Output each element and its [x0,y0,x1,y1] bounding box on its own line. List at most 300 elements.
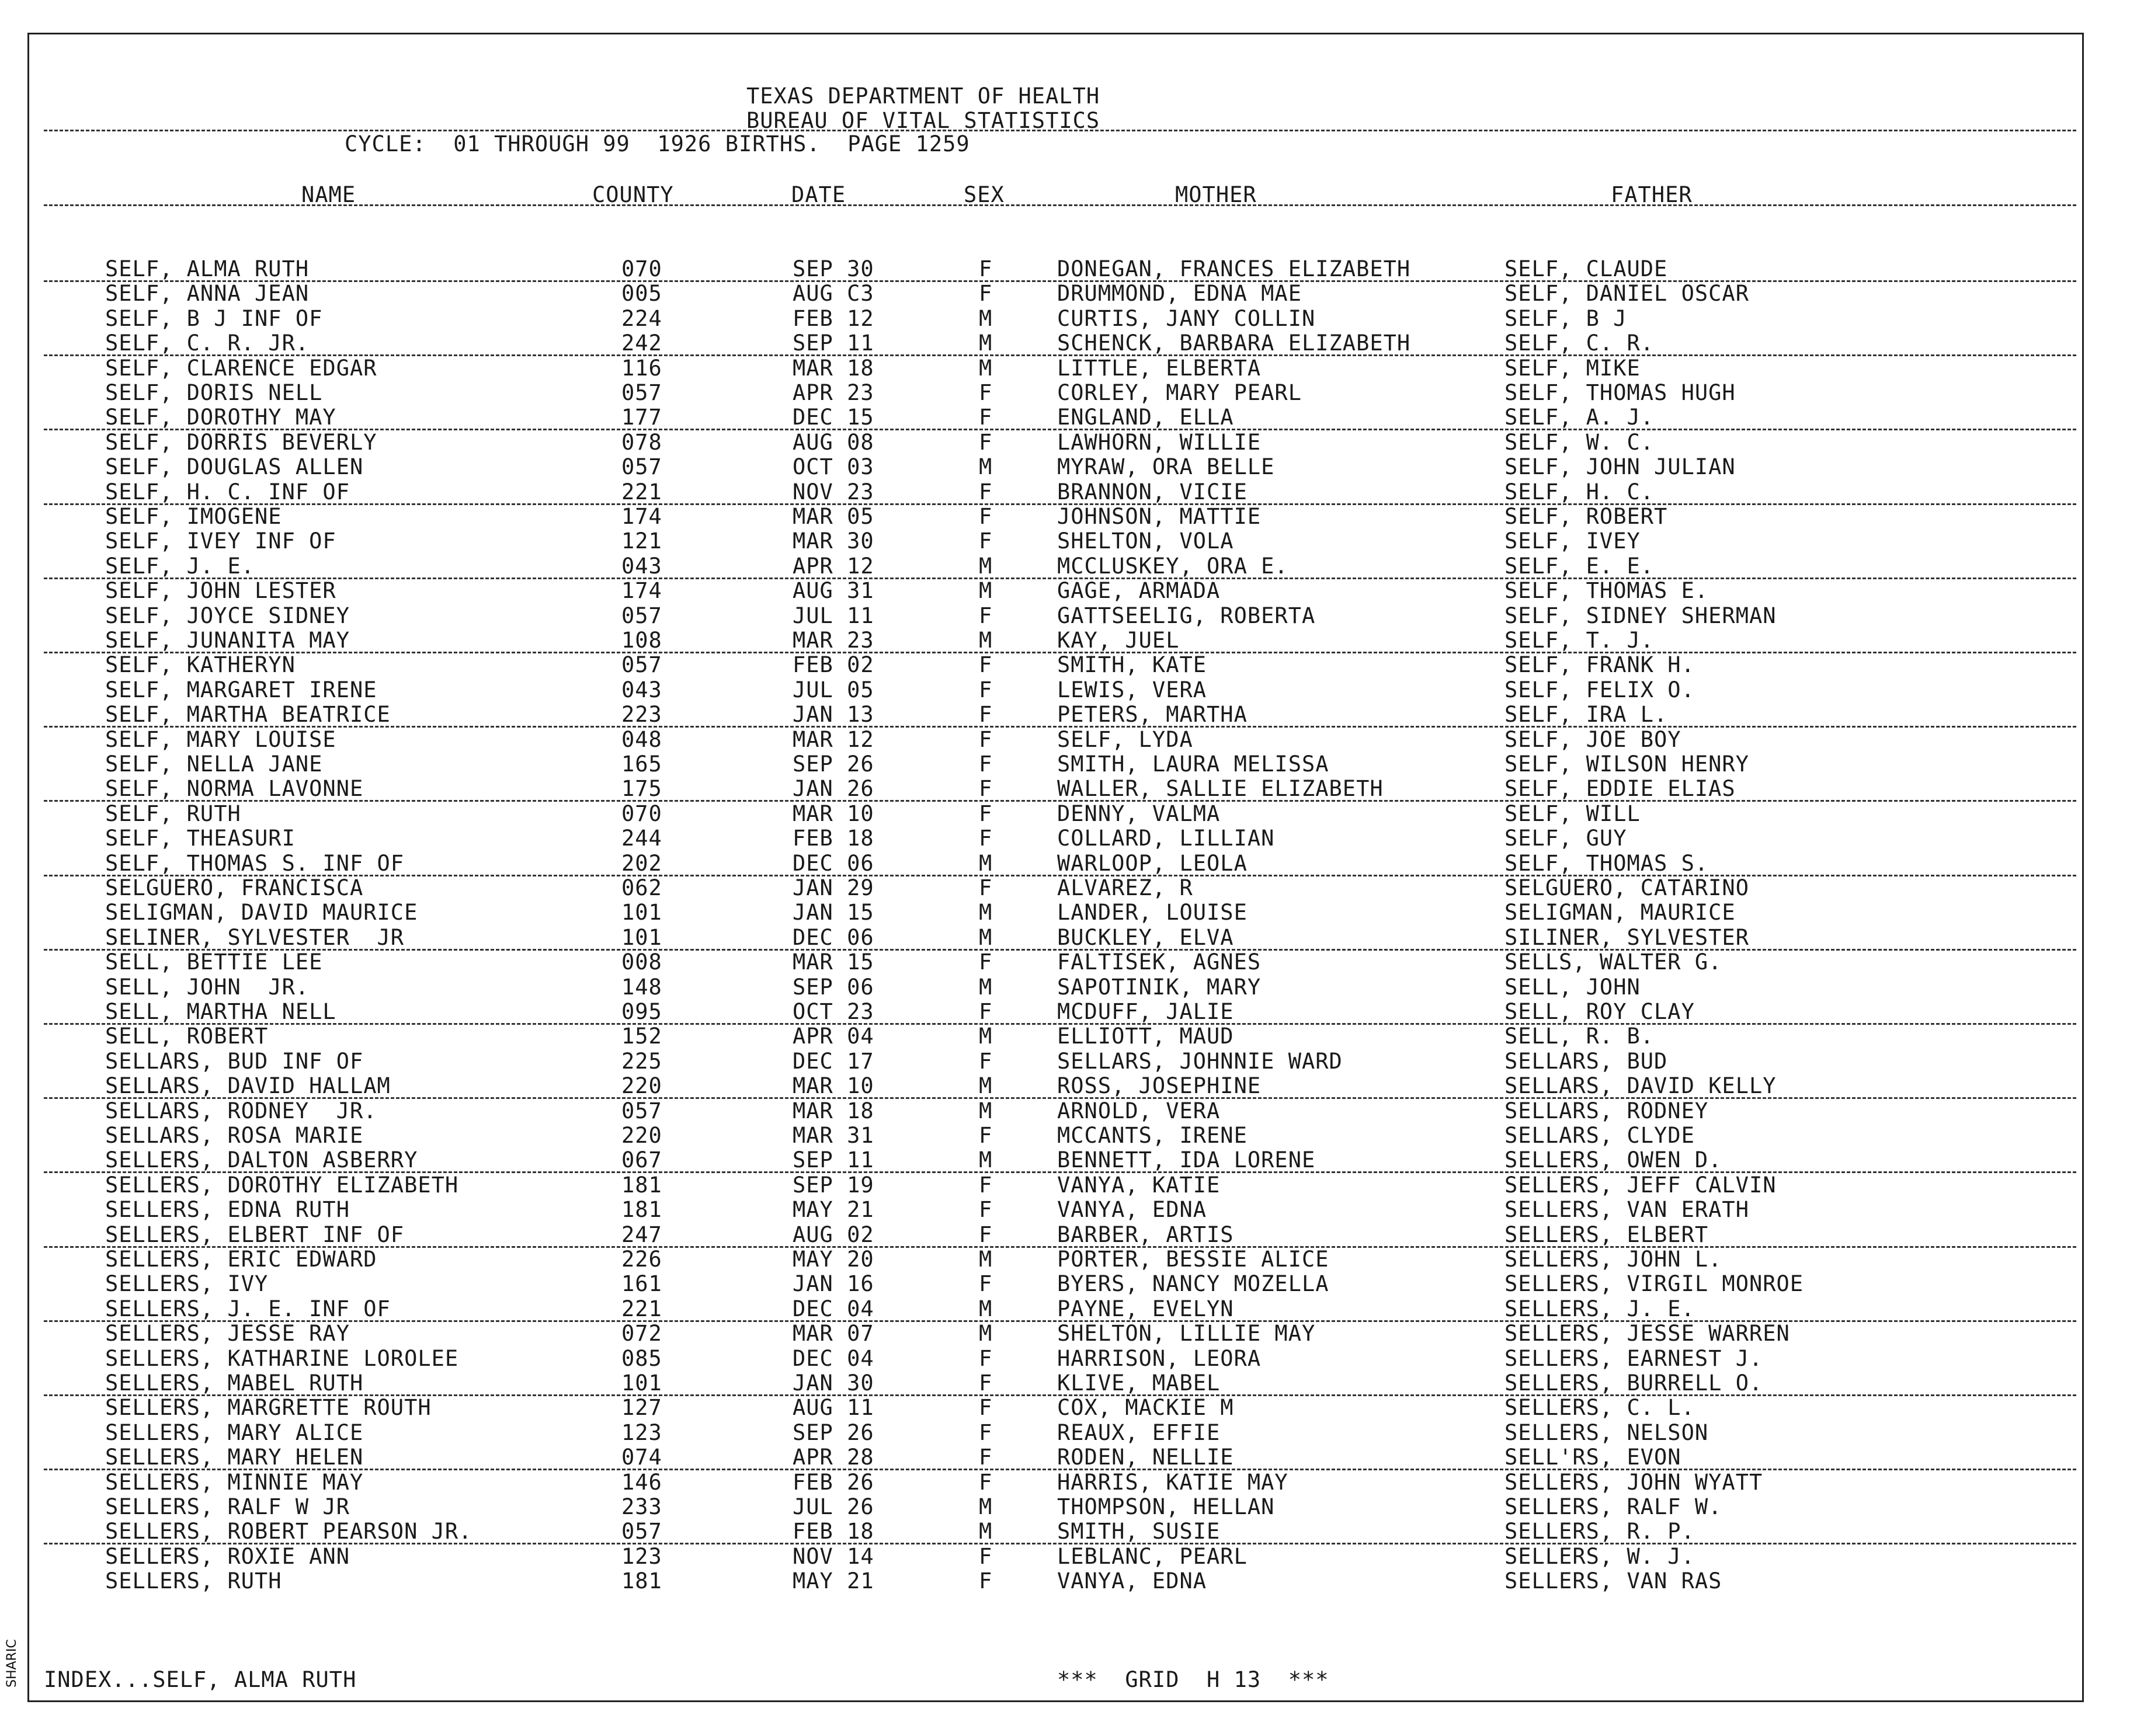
cell-date: DEC 04 [793,1346,874,1371]
cell-county: 085 [621,1346,662,1371]
cell-county: 221 [621,1296,662,1321]
column-header-date: DATE [791,182,846,207]
cell-date: JAN 13 [793,702,874,727]
cell-county: 174 [621,578,662,603]
cell-county: 220 [621,1073,662,1098]
cell-mother: SMITH, KATE [1057,652,1207,677]
cell-mother: MCDUFF, JALIE [1057,999,1234,1024]
cell-date: APR 04 [793,1024,874,1049]
cell-mother: LEBLANC, PEARL [1057,1544,1248,1569]
cell-date: AUG 31 [793,578,874,603]
cell-mother: KLIVE, MABEL [1057,1370,1221,1396]
cell-father: SELLERS, VAN RAS [1504,1568,1722,1594]
cell-sex: M [979,454,993,479]
cell-father: SELF, W. C. [1504,430,1655,455]
side-stamp [0,1623,23,1693]
cell-mother: BENNETT, IDA LORENE [1057,1147,1316,1173]
cell-mother: HARRIS, KATIE MAY [1057,1470,1288,1495]
cell-county: 057 [621,380,662,405]
cell-father: SELLERS, NELSON [1504,1420,1709,1445]
cell-county: 057 [621,1098,662,1123]
cell-name: SELLARS, DAVID HALLAM [105,1073,391,1098]
cell-sex: M [979,330,993,356]
cell-county: 008 [621,949,662,975]
cell-county: 062 [621,875,662,900]
cell-sex: F [979,1346,993,1371]
cell-county: 220 [621,1123,662,1148]
cell-mother: GAGE, ARMADA [1057,578,1221,603]
cell-father: SILINER, SYLVESTER [1504,925,1749,950]
cell-date: SEP 26 [793,1420,874,1445]
cell-father: SELLERS, VIRGIL MONROE [1504,1271,1804,1296]
cell-sex: M [979,578,993,603]
cell-father: SELF, C. R. [1504,330,1655,356]
cell-father: SELF, E. E. [1504,554,1655,579]
cell-date: FEB 12 [793,306,874,331]
cell-date: APR 28 [793,1445,874,1470]
cell-date: FEB 26 [793,1470,874,1495]
cell-father: SELLERS, JOHN WYATT [1504,1470,1763,1495]
cell-mother: COX, MACKIE M [1057,1395,1234,1420]
cell-mother: DENNY, VALMA [1057,801,1221,826]
cell-county: 005 [621,281,662,306]
cell-name: SELF, J. E. [105,554,255,579]
cell-date: OCT 23 [793,999,874,1024]
cell-date: SEP 11 [793,1147,874,1173]
cell-sex: F [979,1370,993,1396]
cell-name: SELF, DORRIS BEVERLY [105,430,377,455]
cell-mother: MCCANTS, IRENE [1057,1123,1248,1148]
cell-name: SELLERS, J. E. INF OF [105,1296,391,1321]
cell-name: SELF, MARY LOUISE [105,727,336,752]
cell-name: SELF, THEASURI [105,826,296,851]
cell-date: MAR 10 [793,801,874,826]
cell-mother: CORLEY, MARY PEARL [1057,380,1302,405]
cell-sex: F [979,677,993,702]
cell-county: 242 [621,330,662,356]
cell-date: FEB 02 [793,652,874,677]
cell-date: MAR 12 [793,727,874,752]
cell-sex: F [979,1222,993,1247]
cell-county: 181 [621,1197,662,1222]
cell-sex: M [979,900,993,925]
cell-county: 057 [621,603,662,628]
cell-sex: F [979,430,993,455]
cell-sex: M [979,356,993,381]
cell-sex: M [979,1247,993,1272]
cell-date: JUL 05 [793,677,874,702]
cell-date: MAY 21 [793,1568,874,1594]
cell-county: 057 [621,1519,662,1544]
cell-father: SELF, MIKE [1504,356,1641,381]
cell-sex: M [979,306,993,331]
side-stamp-text: SHARIC [5,1639,19,1688]
bureau-title: BUREAU OF VITAL STATISTICS [746,108,1100,133]
cell-sex: F [979,1173,993,1198]
cell-mother: WALLER, SALLIE ELIZABETH [1057,776,1384,801]
cell-father: SELLERS, OWEN D. [1504,1147,1722,1173]
cell-county: 224 [621,306,662,331]
cell-county: 101 [621,900,662,925]
cell-date: AUG 02 [793,1222,874,1247]
cell-name: SELF, NORMA LAVONNE [105,776,364,801]
cell-father: SELLS, WALTER G. [1504,949,1722,975]
index-footer: INDEX...SELF, ALMA RUTH [44,1667,357,1692]
cell-county: 043 [621,554,662,579]
cell-county: 174 [621,504,662,529]
cell-county: 161 [621,1271,662,1296]
cell-mother: KAY, JUEL [1057,628,1180,653]
cell-name: SELL, ROBERT [105,1024,269,1049]
cell-county: 181 [621,1173,662,1198]
cell-mother: BUCKLEY, ELVA [1057,925,1234,950]
cell-county: 127 [621,1395,662,1420]
cell-county: 057 [621,454,662,479]
cell-name: SELF, DOUGLAS ALLEN [105,454,364,479]
cell-county: 233 [621,1494,662,1519]
cell-name: SELLERS, MARY ALICE [105,1420,364,1445]
cell-county: 221 [621,479,662,505]
column-header-county: COUNTY [592,182,674,207]
cell-date: JAN 16 [793,1271,874,1296]
cell-date: SEP 06 [793,975,874,1000]
cell-date: FEB 18 [793,1519,874,1544]
cell-county: 067 [621,1147,662,1173]
cell-date: MAY 20 [793,1247,874,1272]
cell-father: SELLERS, VAN ERATH [1504,1197,1749,1222]
cell-date: NOV 23 [793,479,874,505]
cell-county: 146 [621,1470,662,1495]
cell-name: SELF, JOYCE SIDNEY [105,603,350,628]
cell-date: SEP 11 [793,330,874,356]
cell-county: 123 [621,1420,662,1445]
cell-name: SELLERS, MABEL RUTH [105,1370,364,1396]
cell-sex: F [979,380,993,405]
cell-date: JAN 29 [793,875,874,900]
cell-name: SELF, RUTH [105,801,241,826]
department-title: TEXAS DEPARTMENT OF HEALTH [746,84,1100,109]
cell-father: SELF, A. J. [1504,405,1655,430]
cell-father: SELLERS, R. P. [1504,1519,1695,1544]
cell-sex: F [979,281,993,306]
cell-date: AUG 11 [793,1395,874,1420]
cell-sex: F [979,504,993,529]
cell-mother: LANDER, LOUISE [1057,900,1248,925]
cell-date: SEP 19 [793,1173,874,1198]
cell-name: SELLERS, IVY [105,1271,269,1296]
cell-mother: CURTIS, JANY COLLIN [1057,306,1316,331]
cell-mother: LEWIS, VERA [1057,677,1207,702]
cell-name: SELLERS, JESSE RAY [105,1321,350,1346]
cell-father: SELF, IRA L. [1504,702,1668,727]
cell-sex: F [979,776,993,801]
cell-mother: SMITH, LAURA MELISSA [1057,752,1329,777]
cell-mother: JOHNSON, MATTIE [1057,504,1262,529]
cell-father: SELF, IVEY [1504,528,1641,554]
cell-date: AUG C3 [793,281,874,306]
cell-father: SELLERS, JOHN L. [1504,1247,1722,1272]
cell-name: SELF, B J INF OF [105,306,323,331]
cell-county: 225 [621,1049,662,1074]
cell-name: SELLERS, MARGRETTE ROUTH [105,1395,432,1420]
cell-name: SELLERS, MINNIE MAY [105,1470,364,1495]
cell-mother: DRUMMOND, EDNA MAE [1057,281,1302,306]
cell-father: SELL, ROY CLAY [1504,999,1695,1024]
cell-sex: M [979,1098,993,1123]
cell-mother: MCCLUSKEY, ORA E. [1057,554,1288,579]
cell-father: SELLARS, BUD [1504,1049,1668,1074]
cell-name: SELLERS, ERIC EDWARD [105,1247,377,1272]
cell-father: SELF, FELIX O. [1504,677,1695,702]
cell-date: OCT 03 [793,454,874,479]
cell-mother: SCHENCK, BARBARA ELIZABETH [1057,330,1411,356]
cell-mother: SELLARS, JOHNNIE WARD [1057,1049,1343,1074]
cell-sex: F [979,727,993,752]
cell-name: SELLERS, EDNA RUTH [105,1197,350,1222]
cell-date: APR 12 [793,554,874,579]
cell-date: MAR 18 [793,356,874,381]
cell-name: SELF, ALMA RUTH [105,256,310,281]
cell-sex: F [979,826,993,851]
cell-father: SELLERS, EARNEST J. [1504,1346,1763,1371]
cell-name: SELINER, SYLVESTER JR [105,925,405,950]
cell-name: SELLERS, DOROTHY ELIZABETH [105,1173,459,1198]
cell-county: 152 [621,1024,662,1049]
cell-father: SELF, T. J. [1504,628,1655,653]
cell-mother: ALVAREZ, R [1057,875,1193,900]
cell-county: 202 [621,851,662,876]
cell-county: 123 [621,1544,662,1569]
cell-sex: M [979,1519,993,1544]
cell-date: DEC 17 [793,1049,874,1074]
cell-name: SELF, H. C. INF OF [105,479,350,505]
cell-mother: SAPOTINIK, MARY [1057,975,1262,1000]
cell-sex: F [979,752,993,777]
cell-county: 101 [621,1370,662,1396]
cycle-line: CYCLE: 01 THROUGH 99 1926 BIRTHS. PAGE 1259 [345,131,970,156]
cell-sex: F [979,1470,993,1495]
cell-father: SELL, R. B. [1504,1024,1655,1049]
cell-sex: F [979,702,993,727]
cell-name: SELF, KATHERYN [105,652,296,677]
cell-sex: M [979,628,993,653]
cell-father: SELF, H. C. [1504,479,1655,505]
cell-name: SELF, NELLA JANE [105,752,323,777]
cell-date: DEC 06 [793,851,874,876]
cell-date: FEB 18 [793,826,874,851]
cell-name: SELF, DOROTHY MAY [105,405,336,430]
cell-mother: BARBER, ARTIS [1057,1222,1234,1247]
cell-county: 121 [621,528,662,554]
cell-mother: SELF, LYDA [1057,727,1193,752]
cell-sex: F [979,999,993,1024]
cell-name: SELF, CLARENCE EDGAR [105,356,377,381]
cell-father: SELF, CLAUDE [1504,256,1668,281]
cell-sex: M [979,1296,993,1321]
cell-county: 072 [621,1321,662,1346]
cell-county: 078 [621,430,662,455]
cell-name: SELL, BETTIE LEE [105,949,323,975]
cell-father: SELF, EDDIE ELIAS [1504,776,1736,801]
cell-date: MAR 15 [793,949,874,975]
cell-name: SELL, MARTHA NELL [105,999,336,1024]
cell-father: SELLARS, CLYDE [1504,1123,1695,1148]
cell-county: 074 [621,1445,662,1470]
cell-county: 165 [621,752,662,777]
cell-name: SELLARS, RODNEY JR. [105,1098,377,1123]
cell-father: SELLERS, RALF W. [1504,1494,1722,1519]
cell-date: JUL 26 [793,1494,874,1519]
cell-father: SELF, SIDNEY SHERMAN [1504,603,1777,628]
cell-name: SELF, C. R. JR. [105,330,310,356]
cell-name: SELF, JUNANITA MAY [105,628,350,653]
cell-mother: ENGLAND, ELLA [1057,405,1234,430]
cell-sex: F [979,801,993,826]
cell-county: 247 [621,1222,662,1247]
cell-sex: F [979,1568,993,1594]
cell-father: SELLERS, BURRELL O. [1504,1370,1763,1396]
cell-name: SELLERS, RALF W JR [105,1494,350,1519]
cell-date: MAY 21 [793,1197,874,1222]
cell-county: 223 [621,702,662,727]
cell-date: JAN 26 [793,776,874,801]
cell-father: SELIGMAN, MAURICE [1504,900,1736,925]
cell-father: SELF, GUY [1504,826,1627,851]
cell-county: 244 [621,826,662,851]
cell-date: APR 23 [793,380,874,405]
cell-sex: F [979,1420,993,1445]
cell-county: 057 [621,652,662,677]
cell-mother: BYERS, NANCY MOZELLA [1057,1271,1329,1296]
cell-date: MAR 07 [793,1321,874,1346]
cell-date: JAN 30 [793,1370,874,1396]
cell-father: SELLERS, W. J. [1504,1544,1695,1569]
cell-name: SELF, THOMAS S. INF OF [105,851,405,876]
column-header-father: FATHER [1611,182,1693,207]
cell-father: SELLERS, J. E. [1504,1296,1695,1321]
cell-father: SELGUERO, CATARINO [1504,875,1749,900]
cell-mother: GATTSEELIG, ROBERTA [1057,603,1316,628]
cell-sex: F [979,1544,993,1569]
cell-sex: F [979,256,993,281]
cell-name: SELLERS, ELBERT INF OF [105,1222,405,1247]
column-header-sex: SEX [964,182,1005,207]
cell-name: SELLARS, BUD INF OF [105,1049,364,1074]
cell-name: SELLERS, MARY HELEN [105,1445,364,1470]
cell-sex: F [979,1123,993,1148]
cell-mother: HARRISON, LEORA [1057,1346,1262,1371]
cell-mother: VANYA, KATIE [1057,1173,1221,1198]
cell-name: SELIGMAN, DAVID MAURICE [105,900,418,925]
cell-name: SELF, IMOGENE [105,504,282,529]
cell-mother: PETERS, MARTHA [1057,702,1248,727]
cell-date: MAR 10 [793,1073,874,1098]
cell-mother: PAYNE, EVELYN [1057,1296,1234,1321]
cell-mother: MYRAW, ORA BELLE [1057,454,1275,479]
cell-sex: F [979,479,993,505]
column-header-divider [44,204,2076,206]
cell-date: JAN 15 [793,900,874,925]
cell-father: SELF, FRANK H. [1504,652,1695,677]
column-header-mother: MOTHER [1175,182,1257,207]
cell-county: 043 [621,677,662,702]
cell-date: MAR 31 [793,1123,874,1148]
cell-mother: ELLIOTT, MAUD [1057,1024,1234,1049]
cell-county: 048 [621,727,662,752]
cell-county: 181 [621,1568,662,1594]
cell-mother: ROSS, JOSEPHINE [1057,1073,1262,1098]
cell-sex: F [979,1197,993,1222]
cell-mother: DONEGAN, FRANCES ELIZABETH [1057,256,1411,281]
cell-name: SELLERS, RUTH [105,1568,282,1594]
cell-sex: F [979,603,993,628]
cell-father: SELF, B J [1504,306,1627,331]
cell-mother: COLLARD, LILLIAN [1057,826,1275,851]
cell-mother: SHELTON, LILLIE MAY [1057,1321,1316,1346]
cell-county: 177 [621,405,662,430]
cell-date: SEP 30 [793,256,874,281]
cell-county: 108 [621,628,662,653]
cell-date: NOV 14 [793,1544,874,1569]
cell-name: SELLERS, DALTON ASBERRY [105,1147,418,1173]
cell-father: SELLERS, C. L. [1504,1395,1695,1420]
cell-sex: M [979,554,993,579]
cell-mother: PORTER, BESSIE ALICE [1057,1247,1329,1272]
cell-father: SELLERS, JEFF CALVIN [1504,1173,1777,1198]
cell-father: SELL'RS, EVON [1504,1445,1681,1470]
cell-sex: F [979,1271,993,1296]
cell-date: AUG 08 [793,430,874,455]
cell-date: MAR 05 [793,504,874,529]
cell-name: SELLERS, KATHARINE LOROLEE [105,1346,459,1371]
cell-father: SELF, JOHN JULIAN [1504,454,1736,479]
cell-mother: WARLOOP, LEOLA [1057,851,1248,876]
cell-father: SELF, JOE BOY [1504,727,1681,752]
cell-county: 148 [621,975,662,1000]
cell-father: SELLARS, DAVID KELLY [1504,1073,1777,1098]
cell-name: SELLERS, ROBERT PEARSON JR. [105,1519,472,1544]
cell-mother: LAWHORN, WILLIE [1057,430,1262,455]
cell-name: SELF, IVEY INF OF [105,528,336,554]
cell-sex: F [979,875,993,900]
cell-father: SELF, THOMAS E. [1504,578,1709,603]
cell-county: 175 [621,776,662,801]
cell-mother: THOMPSON, HELLAN [1057,1494,1275,1519]
cell-father: SELLERS, ELBERT [1504,1222,1709,1247]
cell-father: SELF, THOMAS HUGH [1504,380,1736,405]
cell-sex: M [979,851,993,876]
cell-father: SELF, WILSON HENRY [1504,752,1749,777]
cell-father: SELF, ROBERT [1504,504,1668,529]
cell-father: SELLERS, JESSE WARREN [1504,1321,1790,1346]
cell-sex: F [979,405,993,430]
cell-sex: M [979,1073,993,1098]
cell-sex: F [979,949,993,975]
cell-name: SELGUERO, FRANCISCA [105,875,364,900]
cell-mother: SMITH, SUSIE [1057,1519,1221,1544]
grid-footer: *** GRID H 13 *** [1057,1667,1329,1692]
cell-mother: SHELTON, VOLA [1057,528,1234,554]
cell-county: 101 [621,925,662,950]
cell-date: JUL 11 [793,603,874,628]
cell-name: SELLARS, ROSA MARIE [105,1123,364,1148]
cell-mother: VANYA, EDNA [1057,1197,1207,1222]
cell-mother: BRANNON, VICIE [1057,479,1248,505]
cell-mother: ARNOLD, VERA [1057,1098,1221,1123]
cell-county: 070 [621,801,662,826]
cell-name: SELF, ANNA JEAN [105,281,310,306]
cell-date: SEP 26 [793,752,874,777]
